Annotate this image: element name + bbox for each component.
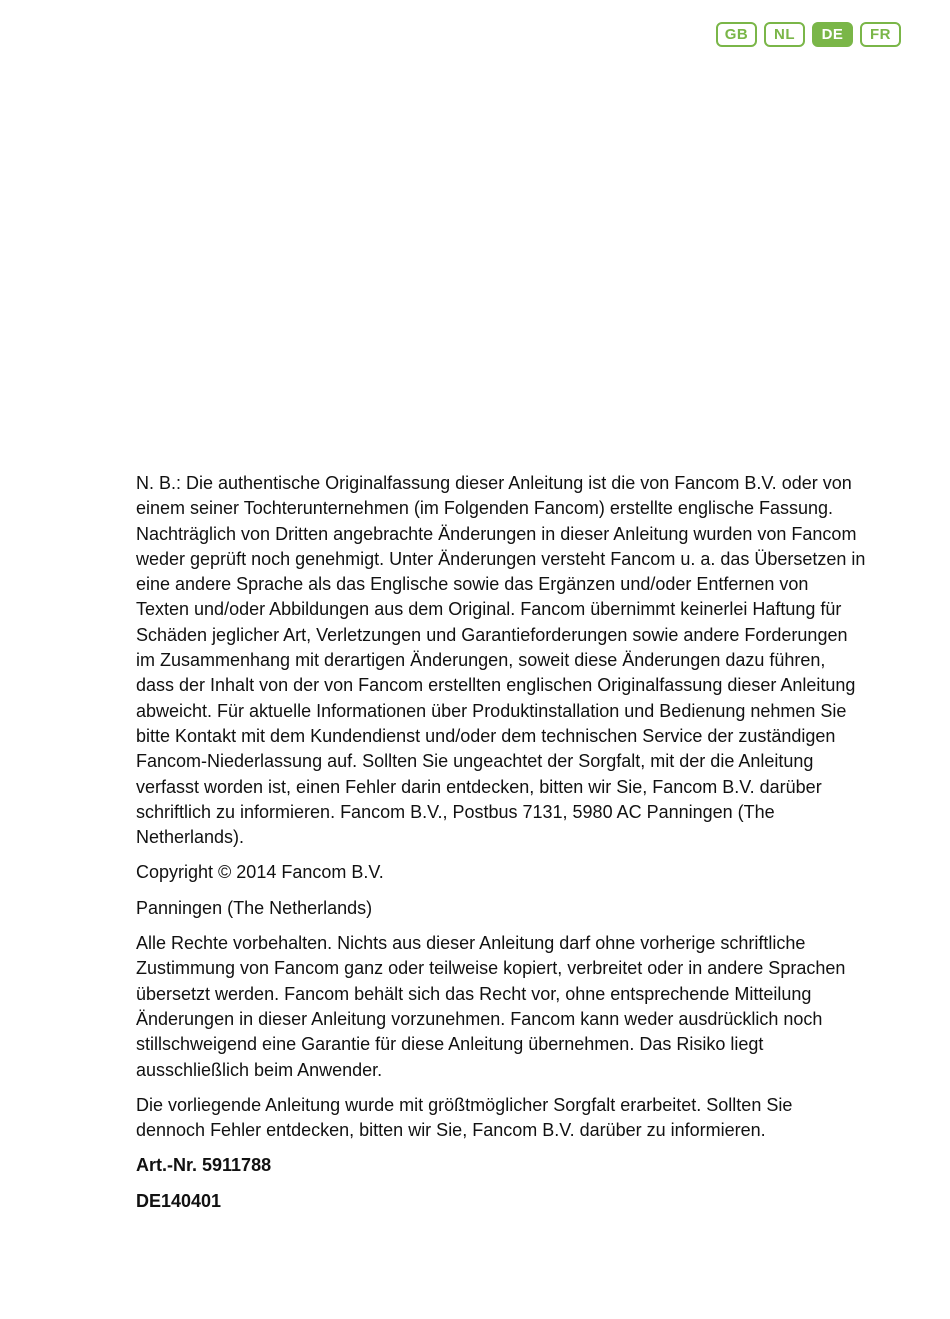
document-body <box>136 471 866 1224</box>
language-tab-gb[interactable]: GB <box>716 22 757 47</box>
language-selector <box>716 22 901 47</box>
article-number: Art.-Nr. 5911788 <box>136 1155 272 1176</box>
rights-paragraph: Alle Rechte vorbehalten. Nichts aus dieser Anleitung darf ohne vorherige schriftliche Zustimmung von Fancom ganz oder teilweise kopiert, verbreitet oder in andere Sprachen übersetzt werden. Fancom behält sich das Recht vor, ohne entsprechende Mitteilung Änderungen in dieser Anleitung vorzunehmen. Fancom kann weder ausdrücklich noch stillschweigend eine Garantie für diese Anleitung übernehmen. Das Risiko liegt ausschließlich beim Anwender. <box>136 933 846 1080</box>
language-tab-de[interactable]: DE <box>812 22 853 47</box>
disclaimer-paragraph: N. B.: Die authentische Originalfassung dieser Anleitung ist die von Fancom B.V. oder von einem seiner Tochterunternehmen (im Folgenden Fancom) erstellte englische Fassung. Nachträglich von Dritten angebrachte Änderungen in dieser Anleitung wurden von Fancom weder geprüft noch genehmigt. Unter Änderungen versteht Fancom u. a. das Übersetzen in eine andere Sprache als das Englische sowie das Ergänzen und/oder Entfernen von Texten und/oder Abbildungen aus dem Original. Fancom übernimmt keinerlei Haftung für Schäden jeglicher Art, Verletzungen und Garantieforderungen sowie andere Forderungen im Zusammenhang mit derartigen Änderungen, soweit diese Änderungen dazu führen, dass der Inhalt von der von Fancom erstellten englischen Originalfassung dieser Anleitung abweicht. Für aktuelle Informationen über Produktinstallation und Bedienung nehmen Sie bitte Kontakt mit dem Kundendienst und/oder dem technischen Service der zuständigen Fancom-Niederlassung auf. Sollten Sie ungeachtet der Sorgfalt, mit der die Anleitung verfasst worden ist, einen Fehler darin entdecken, bitten wir Sie, Fancom B.V. darüber schriftlich zu informieren. Fancom B.V., Postbus 7131, 5980 AC Panningen (The Netherlands). <box>136 473 866 848</box>
location-line: Panningen (The Netherlands) <box>136 897 373 918</box>
language-tab-nl[interactable]: NL <box>764 22 805 47</box>
care-note-paragraph: Die vorliegende Anleitung wurde mit größtmöglicher Sorgfalt erarbeitet. Sollten Sie dennoch Fehler entdecken, bitten wir Sie, Fancom B.V. darüber zu informieren. <box>136 1094 793 1141</box>
document-code: DE140401 <box>136 1190 222 1211</box>
copyright-line: Copyright © 2014 Fancom B.V. <box>136 862 384 883</box>
language-tab-fr[interactable]: FR <box>860 22 901 47</box>
